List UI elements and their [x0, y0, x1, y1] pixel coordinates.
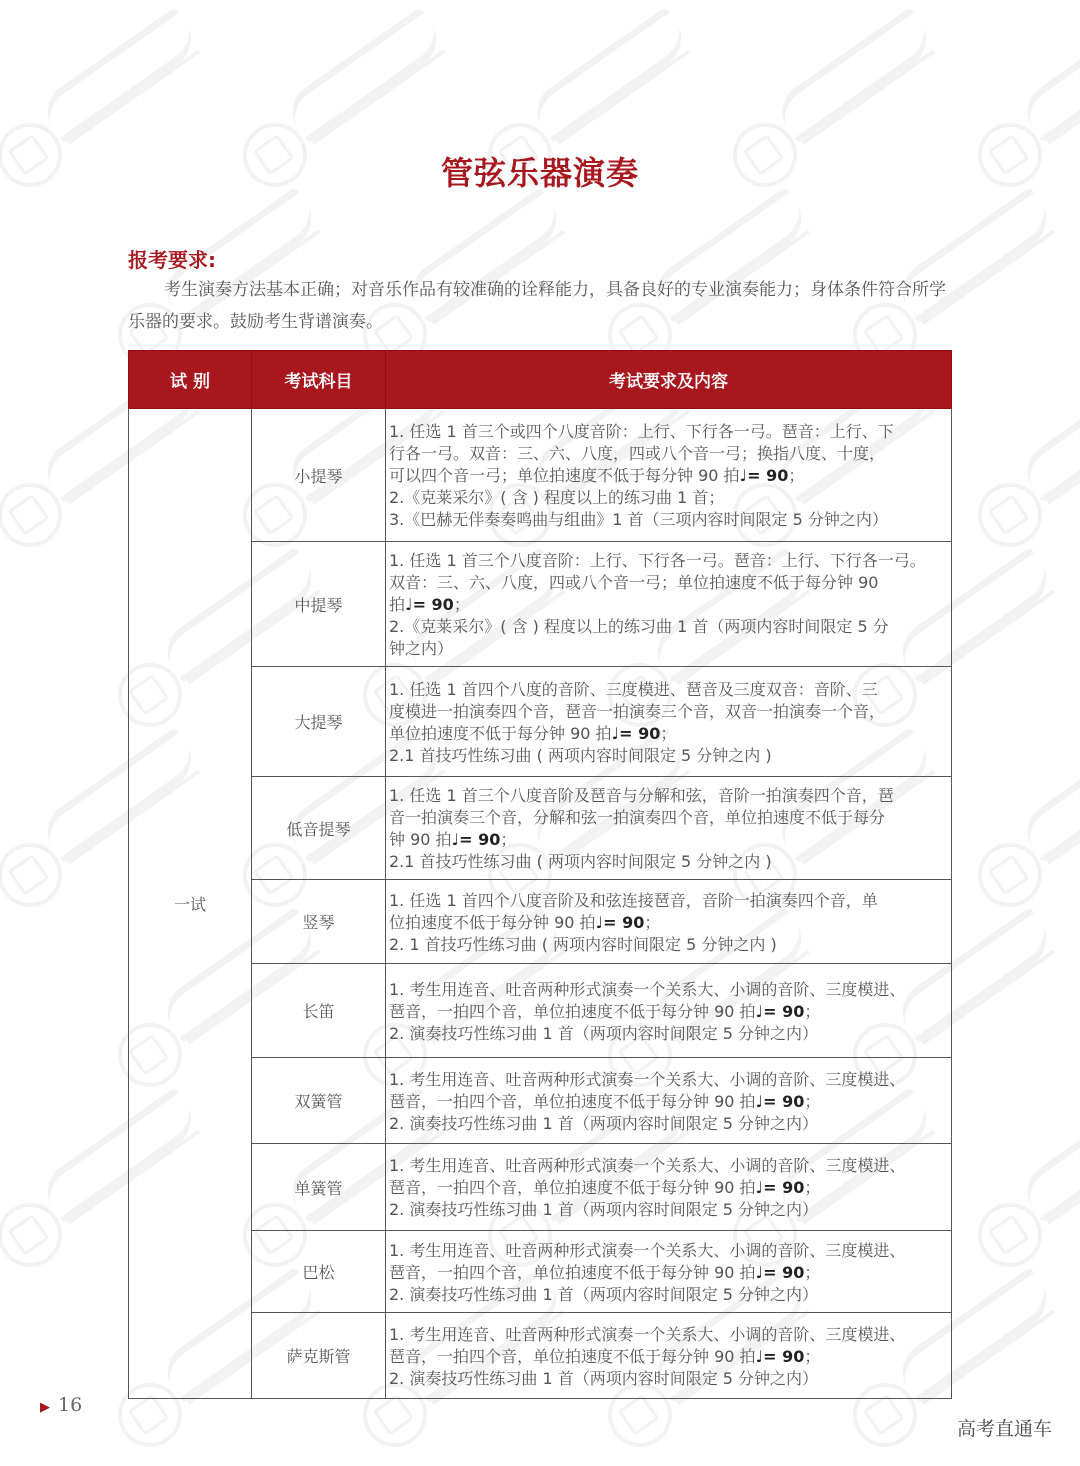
table-row	[129, 1058, 952, 1144]
watermark-logo	[1068, 159, 1080, 401]
tempo-mark: ♩= 90	[405, 595, 454, 614]
subject-cell: 低音提琴	[252, 777, 386, 880]
content-line	[389, 679, 948, 701]
content-cell	[386, 409, 952, 542]
content-line-text: 双音：三、六、八度，四或八个音一弓；单位拍速度不低于每分钟 90	[389, 573, 879, 592]
content-line-text: 琶音，一拍四个音，单位拍速度不低于每分钟 90 拍	[389, 1001, 756, 1021]
content-line: 拍♩= 90；	[389, 595, 470, 614]
content-line-text: 行各一弓。双音：三、六、八度，四或八个音一弓；换指八度、十度，	[389, 444, 886, 463]
content-line-text: 2.1 首技巧性练习曲 ( 两项内容时间限定 5 分钟之内 )	[389, 745, 772, 765]
content-line-text: 2.《克莱采尔》( 含 ) 程度以上的练习曲 1 首；	[389, 488, 725, 507]
content-line	[389, 487, 948, 509]
content-line: 位拍速度不低于每分钟 90 拍♩= 90；	[389, 912, 661, 932]
content-line	[389, 1368, 948, 1390]
content-line	[389, 890, 948, 912]
content-line: 单位拍速度不低于每分钟 90 拍♩= 90；	[389, 723, 677, 743]
content-line	[389, 550, 948, 572]
table-row	[129, 964, 952, 1058]
content-line	[389, 509, 948, 531]
content-line-text: 2. 演奏技巧性练习曲 1 首（两项内容时间限定 5 分钟之内）	[389, 1113, 819, 1133]
conservatory-seal-icon	[965, 470, 1054, 559]
table-row	[129, 542, 952, 667]
tempo-mark: ♩= 90	[739, 466, 789, 485]
table-row	[129, 880, 952, 964]
content-line-text: 2. 演奏技巧性练习曲 1 首（两项内容时间限定 5 分钟之内）	[389, 1200, 819, 1219]
content-line-text: 2.《克莱采尔》( 含 ) 程度以上的练习曲 1 首（两项内容时间限定 5 分	[389, 617, 889, 636]
tempo-mark: ♩= 90	[595, 912, 645, 932]
content-line-text: 琶音，一拍四个音，单位拍速度不低于每分钟 90 拍	[389, 1178, 756, 1197]
content-line-text: 琶音，一拍四个音，单位拍速度不低于每分钟 90 拍	[389, 1346, 756, 1366]
subject-cell: 巴松	[252, 1231, 386, 1313]
content-line-text: 1. 任选 1 首三个八度音阶及琶音与分解和弦，音阶一拍演奏四个音，琶	[389, 786, 894, 805]
content-line-text: 拍	[389, 595, 406, 614]
content-line	[389, 979, 948, 1001]
content-line-text: 1. 考生用连音、吐音两种形式演奏一个关系大、小调的音阶、三度模进、	[389, 1069, 906, 1089]
content-line	[389, 1155, 948, 1177]
content-line-text: 1. 任选 1 首三个或四个八度音阶：上行、下行各一弓。琶音：上行、下	[389, 422, 894, 441]
content-line-text: 2. 演奏技巧性练习曲 1 首（两项内容时间限定 5 分钟之内）	[389, 1023, 819, 1043]
content-line	[389, 745, 948, 767]
subject-cell: 双簧管	[252, 1058, 386, 1144]
content-cell	[386, 1144, 952, 1231]
subject-cell: 中提琴	[252, 542, 386, 667]
content-line	[389, 785, 948, 807]
content-cell	[386, 880, 952, 964]
table-row	[129, 1144, 952, 1231]
content-line: 琶音，一拍四个音，单位拍速度不低于每分钟 90 拍♩= 90；	[389, 1001, 821, 1021]
exam-table	[128, 350, 952, 1399]
tempo-mark: ♩= 90	[755, 1001, 805, 1021]
page-number	[40, 1394, 82, 1416]
content-line	[389, 638, 948, 660]
content-cell	[386, 542, 952, 667]
tempo-mark: ♩= 90	[755, 1178, 805, 1197]
content-line	[389, 1199, 948, 1221]
content-line-text: 1. 考生用连音、吐音两种形式演奏一个关系大、小调的音阶、三度模进、	[389, 1324, 906, 1344]
tempo-mark: ♩= 90	[755, 1262, 805, 1282]
subject-cell: 萨克斯管	[252, 1313, 386, 1399]
header-subject: 考试科目	[252, 351, 386, 409]
content-cell	[386, 1313, 952, 1399]
content-line-text: 2. 1 首技巧性练习曲 ( 两项内容时间限定 5 分钟之内 )	[389, 934, 777, 954]
subject-cell: 大提琴	[252, 667, 386, 777]
table-row	[129, 667, 952, 777]
content-line	[389, 1069, 948, 1091]
conservatory-seal-icon	[965, 1190, 1054, 1279]
content-line-text: 1. 任选 1 首三个八度音阶：上行、下行各一弓。琶音：上行、下行各一弓。	[389, 551, 926, 570]
subject-cell: 小提琴	[252, 409, 386, 542]
exam-round-cell: 一试	[129, 409, 252, 1399]
content-line	[389, 443, 948, 465]
content-line-text: 1. 任选 1 首四个八度音阶及和弦连接琶音，音阶一拍演奏四个音，单	[389, 890, 878, 910]
content-line: 琶音，一拍四个音，单位拍速度不低于每分钟 90 拍♩= 90；	[389, 1346, 821, 1366]
table-row	[129, 1313, 952, 1399]
conservatory-seal-icon	[965, 830, 1054, 919]
content-line	[389, 934, 948, 956]
content-line-text: 可以四个音一弓；单位拍速度不低于每分钟 90 拍	[389, 466, 740, 485]
watermark-logo	[948, 699, 1080, 941]
watermark-logo	[948, 1059, 1080, 1301]
watermark-logo	[948, 339, 1080, 581]
content-line-text: 钟 90 拍	[389, 830, 452, 849]
footer-brand: 高考直通车	[956, 1418, 1052, 1440]
content-line	[389, 1324, 948, 1346]
conservatory-seal-icon	[0, 1190, 75, 1279]
content-line-text: 1. 任选 1 首四个八度的音阶、三度模进、琶音及三度双音：音阶、三	[389, 679, 878, 699]
subject-cell: 长笛	[252, 964, 386, 1058]
content-line	[389, 807, 948, 829]
content-cell	[386, 964, 952, 1058]
content-line	[389, 851, 948, 873]
page-number-text: 16	[58, 1394, 83, 1416]
content-line-text: 1. 考生用连音、吐音两种形式演奏一个关系大、小调的音阶、三度模进、	[389, 979, 906, 999]
content-line-text: 1. 考生用连音、吐音两种形式演奏一个关系大、小调的音阶、三度模进、	[389, 1240, 906, 1260]
content-line-text: 钟之内）	[389, 639, 454, 658]
content-line	[389, 616, 948, 638]
page-title: 管弦乐器演奏	[440, 154, 639, 192]
header-exam-round: 试 别	[129, 351, 252, 409]
table-row	[129, 409, 952, 542]
content-line: 琶音，一拍四个音，单位拍速度不低于每分钟 90 拍♩= 90；	[389, 1091, 821, 1111]
content-line	[389, 1284, 948, 1306]
watermark-logo	[1068, 879, 1080, 1121]
table-header-row	[129, 351, 952, 409]
content-line	[389, 1113, 948, 1135]
content-line	[389, 572, 948, 594]
subject-cell: 单簧管	[252, 1144, 386, 1231]
content-cell	[386, 1058, 952, 1144]
content-cell	[386, 1231, 952, 1313]
content-line: 琶音，一拍四个音，单位拍速度不低于每分钟 90 拍♩= 90；	[389, 1178, 821, 1197]
conservatory-seal-icon	[0, 830, 75, 919]
table-row	[129, 1231, 952, 1313]
content-cell	[386, 667, 952, 777]
conservatory-seal-icon	[0, 470, 75, 559]
content-line-text: 度模进一拍演奏四个音，琶音一拍演奏三个音，双音一拍演奏一个音，	[389, 701, 886, 721]
requirements-heading: 报考要求:	[128, 248, 216, 272]
content-cell	[386, 777, 952, 880]
watermark-logo	[1068, 1239, 1080, 1466]
tempo-mark: ♩= 90	[451, 830, 501, 849]
content-line: 可以四个音一弓；单位拍速度不低于每分钟 90 拍♩= 90；	[389, 466, 805, 485]
content-line-text: 琶音，一拍四个音，单位拍速度不低于每分钟 90 拍	[389, 1091, 756, 1111]
tempo-mark: ♩= 90	[755, 1346, 805, 1366]
content-line: 琶音，一拍四个音，单位拍速度不低于每分钟 90 拍♩= 90；	[389, 1262, 821, 1282]
content-line-text: 音一拍演奏三个音，分解和弦一拍演奏四个音，单位拍速度不低于每分	[389, 808, 886, 827]
content-line	[389, 421, 948, 443]
content-line	[389, 701, 948, 723]
content-line-text: 3.《巴赫无伴奏奏鸣曲与组曲》1 首（三项内容时间限定 5 分钟之内）	[389, 510, 888, 529]
content-line-text: 琶音，一拍四个音，单位拍速度不低于每分钟 90 拍	[389, 1262, 756, 1282]
table-row	[129, 777, 952, 880]
content-line	[389, 1023, 948, 1045]
content-line	[389, 1240, 948, 1262]
content-line: 钟 90 拍♩= 90；	[389, 830, 517, 849]
content-line-text: 单位拍速度不低于每分钟 90 拍	[389, 723, 612, 743]
content-line-text: 2.1 首技巧性练习曲 ( 两项内容时间限定 5 分钟之内 )	[389, 852, 772, 871]
content-line-text: 位拍速度不低于每分钟 90 拍	[389, 912, 596, 932]
triangle-marker-icon: ▶	[40, 1400, 50, 1415]
watermark-logo	[1068, 519, 1080, 761]
tempo-mark: ♩= 90	[755, 1091, 805, 1111]
subject-cell: 竖琴	[252, 880, 386, 964]
content-line-text: 2. 演奏技巧性练习曲 1 首（两项内容时间限定 5 分钟之内）	[389, 1368, 819, 1388]
tempo-mark: ♩= 90	[611, 723, 661, 743]
content-line-text: 1. 考生用连音、吐音两种形式演奏一个关系大、小调的音阶、三度模进、	[389, 1156, 906, 1175]
requirements-text: 考生演奏方法基本正确；对音乐作品有较准确的诠释能力，具备良好的专业演奏能力；身体条件符合所学乐器的要求。鼓励考生背谱演奏。	[128, 280, 946, 332]
header-content: 考试要求及内容	[386, 351, 952, 409]
content-line-text: 2. 演奏技巧性练习曲 1 首（两项内容时间限定 5 分钟之内）	[389, 1284, 819, 1304]
table-body	[129, 409, 952, 1399]
